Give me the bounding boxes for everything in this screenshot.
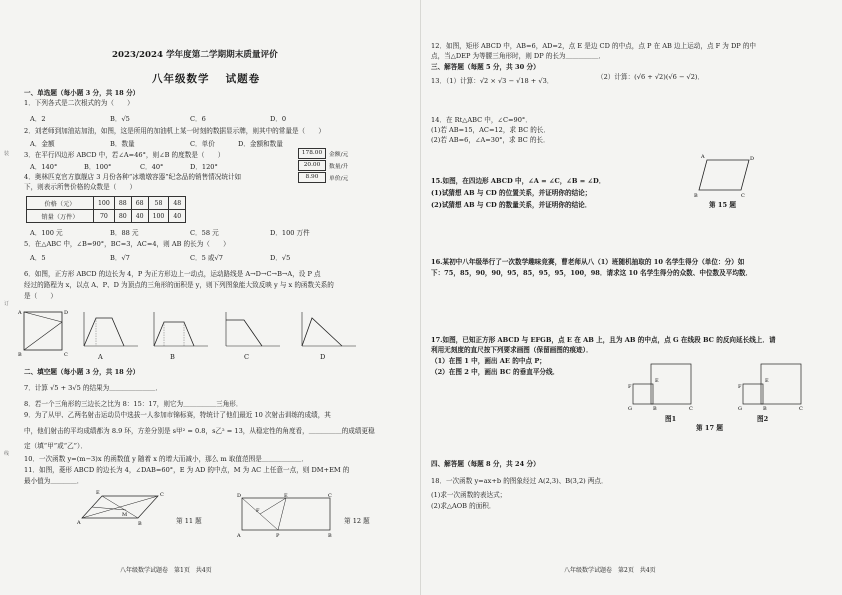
question-4-line1: 4．奥林匹克官方旗舰店 3 月份各种“冰墩墩容器”纪念品的销售情况统计如 xyxy=(24,173,242,181)
svg-text:E: E xyxy=(284,493,288,499)
figure-2-label: 图2 xyxy=(757,415,769,423)
squares-figure-2 xyxy=(737,358,807,414)
option-b: B．√5 xyxy=(110,115,130,123)
squares-figure-1 xyxy=(627,358,697,414)
section-heading: 二、填空题（每小题 3 分，共 18 分） xyxy=(24,368,140,376)
question-15-line2: (1)试猜想 AB 与 CD 的位置关系，并证明你的结论； xyxy=(431,189,592,197)
question-4-line2: 下，则表示所售价格的众数是（ ） xyxy=(24,183,137,191)
option-a: A．5 xyxy=(30,254,46,262)
rhombus-figure xyxy=(76,490,176,532)
fuel-display-board xyxy=(298,148,348,184)
figure-17-caption: 第 17 题 xyxy=(696,424,723,432)
question-9-line3: 定（填“甲”或“乙”）． xyxy=(24,442,87,450)
table-cell: 70 xyxy=(94,210,115,223)
svg-text:C: C xyxy=(160,492,164,498)
section-heading: 一、单选题（每小题 3 分，共 18 分） xyxy=(24,89,140,97)
option-b: B．√7 xyxy=(110,254,130,262)
svg-text:F: F xyxy=(738,384,742,390)
svg-text:B: B xyxy=(18,352,22,358)
figure-15-caption: 第 15 题 xyxy=(709,201,736,209)
table-cell: 100 xyxy=(94,197,115,210)
option-a: A．100 元 xyxy=(30,229,63,237)
svg-text:M: M xyxy=(122,512,128,518)
question-6-line2: 经过的路程为 x，以点 A、P、D 为顶点的三角形的面积是 y，则下列图象能大致反映 y 与 x 的函数关系的 xyxy=(24,281,334,289)
section-heading: 四、解答题（每题 8 分，共 24 分） xyxy=(431,460,540,468)
option-b: B．100° xyxy=(84,163,112,171)
question-16-line2: 下：75，85，90，90，95，85，95，95，100，98．请求这 10 名学生得分的众数、中位数及平均数． xyxy=(431,269,753,277)
svg-text:D: D xyxy=(237,493,242,499)
parallelogram-figure xyxy=(693,152,755,200)
question-17-line4: （2）在图 2 中，画出 BC 的垂直平分线． xyxy=(431,368,560,376)
table-cell: 40 xyxy=(169,210,186,223)
question-18-line2: (1)求一次函数的表达式； xyxy=(431,491,507,499)
sales-table xyxy=(26,196,186,223)
graph-b xyxy=(150,310,210,350)
svg-text:E: E xyxy=(655,378,659,384)
question-12-line1: 12．如图，矩形 ABCD 中，AB=6，AD=2，点 E 是边 CD 的中点，点 P 在 AB 边上运动，点 F 为 DP 的中 xyxy=(431,42,757,50)
graph-c xyxy=(222,310,282,350)
question-15-line3: (2)试猜想 AB 与 CD 的数量关系，并证明你的结论． xyxy=(431,201,592,209)
option-c: C．58 元 xyxy=(190,229,219,237)
svg-text:A: A xyxy=(77,520,81,526)
option-a: A．2 xyxy=(30,115,46,123)
rectangle-figure xyxy=(236,494,336,538)
page-footer: 八年级数学试题卷 第1页 共4页 xyxy=(120,567,212,574)
question-14-line1: 14．在 Rt△ABC 中，∠C=90°． xyxy=(431,116,532,124)
table-cell: 68 xyxy=(131,197,148,210)
table-row xyxy=(27,210,186,223)
svg-text:B: B xyxy=(694,193,698,199)
unit-price-label: 单价/元 xyxy=(329,176,349,182)
figure-11-caption: 第 11 题 xyxy=(176,517,202,525)
exam-subtitle: 八年级数学 试题卷 xyxy=(152,73,261,85)
graph-label-b: B xyxy=(170,353,175,361)
table-cell: 58 xyxy=(148,197,169,210)
svg-text:C: C xyxy=(328,493,332,499)
table-cell: 100 xyxy=(148,210,169,223)
exam-title: 2023/2024 学年度第二学期期末质量评价 xyxy=(112,50,278,60)
square-figure xyxy=(18,306,68,356)
amount-value: 178.00 xyxy=(298,148,326,159)
svg-text:B: B xyxy=(763,406,767,412)
table-row xyxy=(27,197,186,210)
option-c: C．40° xyxy=(140,163,164,171)
svg-text:F: F xyxy=(628,384,632,390)
binding-mark: 订 xyxy=(4,301,10,307)
question-13-part1: 13．（1）计算：√2 × √3 − √18 + √3． xyxy=(431,77,554,85)
section-heading: 三、解答题（每题 5 分，共 30 分） xyxy=(431,63,540,71)
question-15-line1: 15.如图，在四边形 ABCD 中，∠A = ∠C，∠B = ∠D． xyxy=(431,177,606,185)
page-footer: 八年级数学试题卷 第2页 共4页 xyxy=(564,567,656,574)
question-5: 5．在△ABC 中，∠B=90°，BC=3，AC=4，则 AB 的长为（ ） xyxy=(24,240,230,248)
table-cell: 销量（万件） xyxy=(27,210,94,223)
question-10: 10．一次函数 y=(m−3)x 的函数值 y 随着 x 的增大而减小，那么 m 取值范围是＿＿＿＿＿＿． xyxy=(24,455,308,463)
question-18-line3: (2)求△AOB 的面积． xyxy=(431,502,496,510)
option-c: C．单价 xyxy=(190,140,215,148)
option-d: D．0 xyxy=(270,115,287,123)
right-page xyxy=(421,0,842,595)
graph-label-c: C xyxy=(244,353,250,361)
option-a: A．金额 xyxy=(30,140,55,148)
question-12-line2: 点，当△DEP 为等腰三角形时，则 DP 的长为＿＿＿＿＿． xyxy=(431,52,606,60)
graph-label-d: D xyxy=(320,353,326,361)
question-13-part2: （2）计算：(√6 + √2)(√6 − √2)． xyxy=(597,73,705,81)
question-9-line2: 中，他们射击的平均成绩都为 8.9 环，方差分别是 s甲² = 0.8，s乙² = 13，从稳定性的角度看，＿＿＿＿＿的成绩更稳 xyxy=(24,427,375,435)
question-14-line2: (1)若 AB=15，AC=12，求 BC 的长． xyxy=(431,126,551,134)
svg-text:E: E xyxy=(765,378,769,384)
question-1: 1．下列各式是二次根式的为（ ） xyxy=(24,99,134,107)
graph-a xyxy=(80,310,140,350)
binding-mark: 线 xyxy=(4,451,10,457)
svg-text:F: F xyxy=(256,508,260,514)
svg-text:C: C xyxy=(799,406,803,412)
svg-text:D: D xyxy=(750,156,755,162)
svg-text:B: B xyxy=(138,521,142,527)
table-cell: 价格（元） xyxy=(27,197,94,210)
figure-12-caption: 第 12 题 xyxy=(344,517,370,525)
option-b: B．数量 xyxy=(110,140,135,148)
option-d: D．金额和数量 xyxy=(238,140,283,148)
question-17-line1: 17.如图，已知正方形 ABCD 与 EFGB，点 E 在 AB 上，且为 AB 的中点，点 G 在线段 BC 的反向延长线上．请 xyxy=(431,336,776,344)
volume-label: 数量/升 xyxy=(329,164,349,170)
svg-text:C: C xyxy=(689,406,693,412)
question-11-line2: 最小值为＿＿＿＿． xyxy=(24,477,84,485)
question-6-line3: 是（ ） xyxy=(24,292,57,300)
svg-text:B: B xyxy=(653,406,657,412)
unit-price-value: 8.90 xyxy=(298,172,326,183)
svg-text:B: B xyxy=(328,533,332,539)
binding-mark: 装 xyxy=(4,151,10,157)
question-17-line3: （1）在图 1 中，画出 AE 的中点 P； xyxy=(431,357,546,365)
question-14-line3: (2)若 AB=6，∠A=30°，求 BC 的长． xyxy=(431,136,550,144)
svg-text:G: G xyxy=(628,406,632,412)
svg-text:E: E xyxy=(96,490,100,496)
question-9-line1: 9．为了从甲、乙两名射击运动员中选拔一人参加市锦标赛，特统计了他们最近 10 次射击训练的成绩，其 xyxy=(24,411,331,419)
graph-d xyxy=(298,310,358,350)
graph-label-a: A xyxy=(98,353,103,361)
svg-text:A: A xyxy=(701,154,705,160)
svg-text:D: D xyxy=(64,310,69,316)
svg-text:A: A xyxy=(18,310,22,316)
question-17-line2: 利用无刻度的直尺按下列要求画图（保留画图的痕迹）． xyxy=(431,346,593,354)
question-2: 2．刘老师到加油站加油，如图，这是所用的加油机上某一时刻的数据显示牌，则其中的常量是（ ） xyxy=(24,127,325,135)
amount-label: 金额/元 xyxy=(329,152,349,158)
question-16-line1: 16.某初中八年级举行了一次数学趣味竞赛，曹老师从八（1）班随机抽取的 10 名学生得分（单位：分）如 xyxy=(431,258,745,266)
option-b: B．88 元 xyxy=(110,229,139,237)
table-cell: 48 xyxy=(169,197,186,210)
svg-text:C: C xyxy=(741,193,745,199)
option-c: C．5 或√7 xyxy=(190,254,223,262)
question-11-line1: 11．如图，菱形 ABCD 的边长为 4，∠DAB=60°，E 为 AD 的中点，M 为 AC 上任意一点，则 DM+EM 的 xyxy=(24,466,350,474)
question-7: 7．计算 √5 + 3√5 的结果为＿＿＿＿＿＿＿． xyxy=(24,384,162,392)
table-cell: 80 xyxy=(114,210,131,223)
svg-text:P: P xyxy=(276,533,280,539)
option-a: A．140° xyxy=(30,163,58,171)
volume-value: 20.00 xyxy=(298,160,326,171)
table-cell: 40 xyxy=(131,210,148,223)
question-3: 3．在平行四边形 ABCD 中，若∠A=46°，则∠B 的度数是（ ） xyxy=(24,151,225,159)
option-d: D．√5 xyxy=(270,254,291,262)
svg-text:A: A xyxy=(237,533,241,539)
figure-1-label: 图1 xyxy=(665,415,677,423)
svg-text:C: C xyxy=(64,352,68,358)
svg-text:G: G xyxy=(738,406,742,412)
question-8: 8．若一个三角形的三边长之比为 8：15：17，则它为＿＿＿＿＿三角形． xyxy=(24,400,243,408)
option-d: D．100 万件 xyxy=(270,229,310,237)
option-d: D．120° xyxy=(190,163,218,171)
option-c: C．6 xyxy=(190,115,206,123)
question-6-line1: 6．如图，正方形 ABCD 的边长为 4，P 为正方形边上一动点，运动路线是 A→D→C→B→A，设 P 点 xyxy=(24,270,321,278)
table-cell: 88 xyxy=(114,197,131,210)
question-18-line1: 18．一次函数 y=ax+b 的图象经过 A(2,3)、B(3,2) 两点． xyxy=(431,477,608,485)
